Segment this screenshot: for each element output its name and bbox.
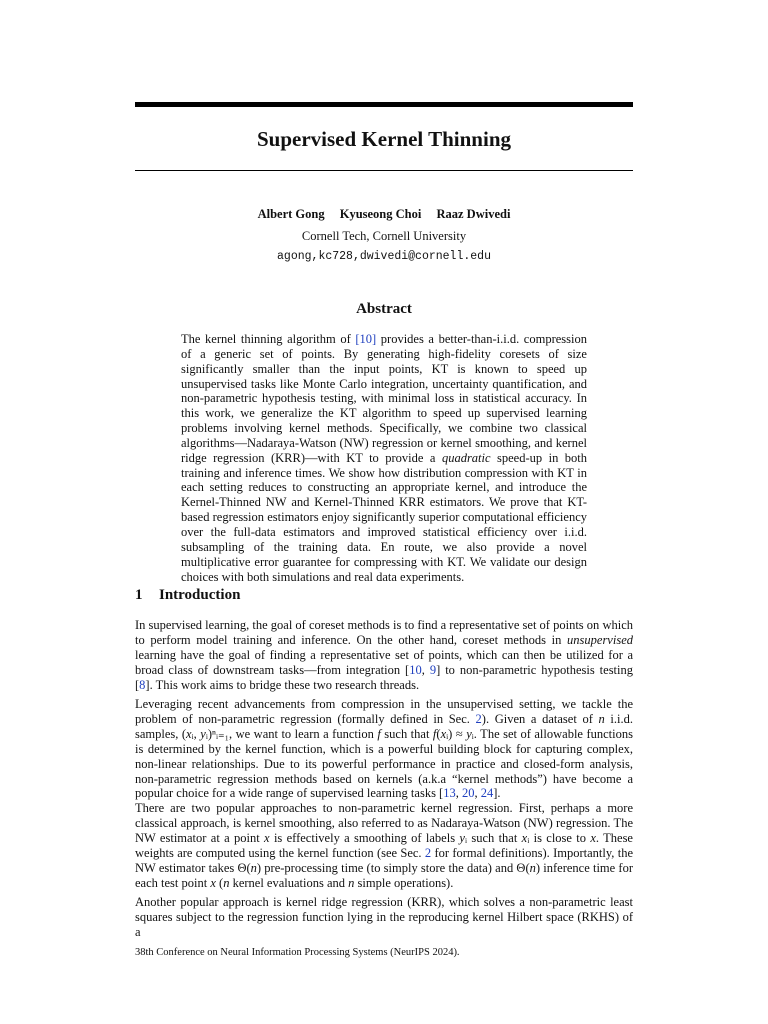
paper-title: Supervised Kernel Thinning — [256, 127, 511, 151]
emphasized-text: n — [529, 860, 536, 875]
author-name: Kyuseong Choi — [339, 207, 422, 221]
section-heading — [135, 584, 633, 606]
citation-link[interactable]: 10 — [409, 662, 422, 677]
emphasized-text: n — [598, 711, 605, 726]
title-top-rule — [135, 102, 633, 107]
author-email: agong,kc728,dwivedi@cornell.edu — [277, 250, 491, 263]
author-list — [135, 205, 633, 223]
emphasized-text: x — [590, 830, 596, 845]
body-paragraph: Leveraging recent advancements from compression in the unsupervised setting, we tackle the problem of non-parametric regression (formally defined in Sec. 2). Given a dataset of n i.i.d. samples, (xᵢ, yᵢ)ⁿᵢ₌₁, we want to learn a function f such that f(xᵢ) ≈ yᵢ. The set of allowable functions is determined by the kernel function, which is a powerful building block for capturing complex, non-linear relationships. Due to its powerful performance in practice and closed-form analysis, non-parametric regression methods based on kernels (a.k.a “kernel methods”) have become a popular choice for a wide range of supervised learning tasks [13, 20, 24]. — [135, 697, 633, 801]
section-number: 1 — [135, 587, 143, 603]
citation-link[interactable]: 2 — [475, 711, 482, 726]
section-title: Introduction — [159, 587, 241, 603]
emphasized-text: x — [210, 875, 216, 890]
emphasized-text: x — [440, 726, 447, 741]
citation-link[interactable]: 9 — [429, 662, 437, 677]
citation-link[interactable]: 20 — [461, 786, 475, 801]
emphasized-text: n — [250, 860, 257, 875]
body-paragraph: Another popular approach is kernel ridge regression (KRR), which solves a non-parametric least squares subject to the regression function lying in the reproducing kernel Hilbert space (RKHS) of a — [135, 895, 633, 939]
body-paragraph: In supervised learning, the goal of coreset methods is to find a representative set of points on which to perform model training and inference. On the other hand, coreset methods in unsupervised learning have the goal of finding a representative set of points, which can then be utilized for a broad class of downstream tasks—from integration [10, 9] to non-parametric hypothesis testing [8]. This work aims to bridge these two research threads. — [135, 618, 634, 692]
citation-link[interactable]: [10] — [355, 332, 377, 346]
author-name: Albert Gong — [257, 207, 325, 221]
emphasized-text: x — [186, 726, 192, 741]
author-affiliation: Cornell Tech, Cornell University — [301, 229, 467, 243]
emphasized-text: x — [264, 830, 270, 845]
body-paragraph: There are two popular approaches to non-parametric kernel regression. First, perhaps a more classical approach, is kernel smoothing, also referred to as Nadaraya-Watson (NW) regression. The NW estimator at a point x is effectively a smoothing of labels yᵢ such that xᵢ is close to x. These weights are computed using the kernel function (see Sec. 2 for formal definitions). Importantly, the NW estimator takes Θ(n) pre-processing time (to simply store the data) and Θ(n) inference time for each test point x (n kernel evaluations and n simple operations). — [135, 801, 634, 890]
emphasized-text: n — [348, 875, 355, 890]
emphasized-text: x — [521, 830, 528, 845]
citation-link[interactable]: 13 — [443, 786, 456, 801]
author-name: Raaz Dwivedi — [436, 207, 511, 221]
citation-link[interactable]: 24 — [480, 786, 494, 801]
abstract-heading: Abstract — [356, 301, 412, 317]
emphasized-text: f — [432, 726, 437, 741]
emphasized-text: y — [466, 726, 472, 741]
emphasized-text: unsupervised — [567, 632, 633, 647]
citation-link[interactable]: 2 — [424, 845, 432, 860]
conference-footnote: 38th Conference on Neural Information Processing Systems (NeurIPS 2024). — [135, 947, 460, 958]
emphasized-text: y — [200, 726, 206, 741]
emphasized-text: quadratic — [441, 450, 491, 465]
abstract-text: The kernel thinning algorithm of [10] provides a better-than-i.i.d. compression of a generic set of points. By generating high-fidelity coresets of size significantly smaller than the input points, KT is known to speed up unsupervised tasks like Monte Carlo integration, uncertainty quantification, and non-parametric hypothesis testing, with minimal loss in statistical accuracy. In this work, we generalize the KT algorithm to speed up supervised learning problems involving kernel methods. Specifically, we combine two classical algorithms—Nadaraya-Watson (NW) regression or kernel smoothing, and kernel ridge regression (KRR)—with KT to provide a quadratic speed-up in both training and inference times. We show how distribution compression with KT in each setting reduces to constructing an appropriate kernel, and introduce the Kernel-Thinned NW and Kernel-Thinned KRR estimators. We prove that KT-based regression estimators enjoy significantly superior computational efficiency over the full-data estimators and improved statistical efficiency over i.i.d. subsampling of the training data. En route, we also provide a novel multiplicative error guarantee for compressing with KT. We validate our design choices with both simulations and real data experiments. — [181, 332, 587, 584]
emphasized-text: f — [377, 726, 381, 741]
emphasized-text: n — [223, 875, 230, 890]
title-bottom-rule — [135, 170, 633, 171]
emphasized-text: y — [459, 830, 465, 845]
citation-link[interactable]: 8 — [139, 677, 146, 692]
